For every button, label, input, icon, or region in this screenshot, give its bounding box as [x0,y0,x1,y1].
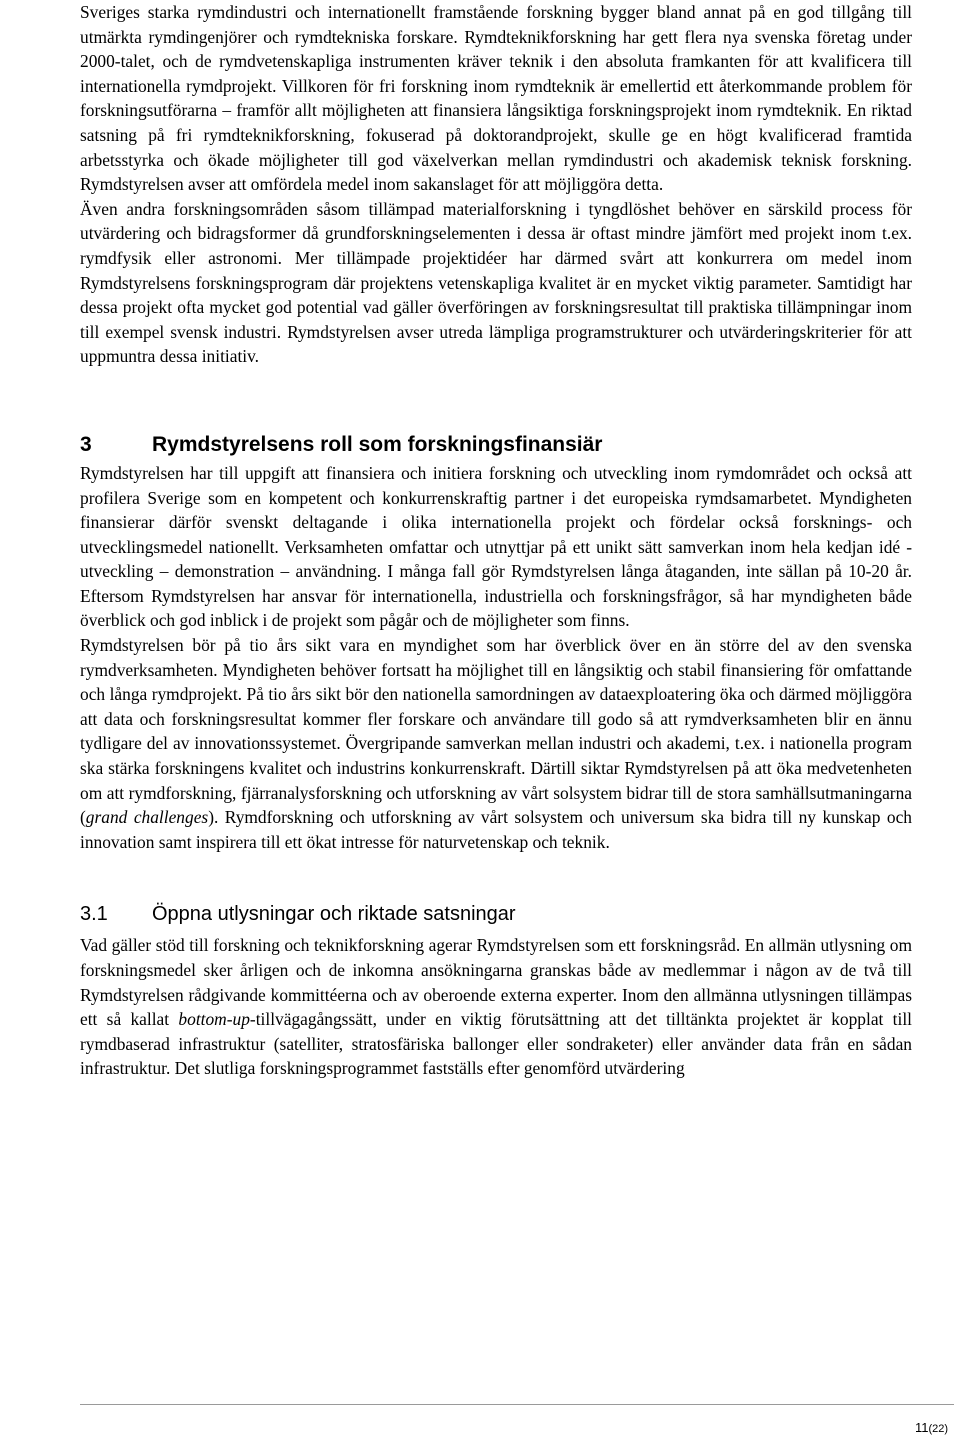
paragraph-text: Rymdstyrelsen bör på tio års sikt vara en myndighet som har överblick över en än större del av den svenska rymdverksamheten. Myndigheten behöver fortsatt ha möjlighet till en långsiktig och stabil finansiering för omfattande och långa rymdprojekt. På tio års sikt bör den nationella samordningen av dataexploatering öka och därmed möjliggöra att data och forskningsresultat kommer fler forskare och användare till godo så att rymdverksamheten blir en ännu tydligare del av innovationssystemet. Övergripande samverkan mellan industri och akademi, t.ex. i nationella program ska stärka forskningens kvalitet och industrins konkurrenskraft. Därtill siktar Rymdstyrelsen på att öka medvetenheten om att rymdforskning, fjärranalysforskning och utforskning av vårt solsystem bidrar till de stora samhällsutmaningarna ( [80,635,912,828]
subsection-number: 3.1 [80,903,108,926]
body-paragraph: Sveriges starka rymdindustri och internationellt framstående forskning bygger bland annat på en god tillgång till utmärkta rymdingenjörer och rymdtekniska forskare. Rymdteknikforskning har gett flera nya svenska företag under 2000-talet, och de rymdvetenskapliga instrumenten kräver teknik i den absoluta framkanten för att kvalificera till internationella rymdprojekt. Villkoren för fri forskning inom rymdteknik är emellertid ett återkommande problem för forskningsutförarna – framför allt möjligheten att finansiera långsiktiga forskningsprojekt inom rymdteknik. En riktad satsning på fri rymdteknikforskning, fokuserad på doktorandprojekt, skulle ge en högt kvalificerad framtida arbetsstyrka och ökade möjligheter till god växelverkan mellan rymdindustri och akademisk teknisk forskning. Rymdstyrelsen avser att omfördela medel inom sakanslaget för att möjliggöra detta. [80,2,912,195]
subsection-title: Öppna utlysningar och riktade satsningar [152,903,516,926]
paragraph-text: ). Rymdforskning och utforskning av vårt solsystem och universum ska bidra till ny kunskap och innovation samt inspirera till ett ökat intresse för naturvetenskap och teknik. [80,807,912,852]
body-paragraph [80,633,912,854]
section-number: 3 [80,432,92,456]
page-current: 11 [914,1420,929,1435]
document-page [80,0,912,1081]
paragraph-text: -tillvägagångssätt, under en viktig förutsättning att det tilltänkta projektet är kopplat till rymdbaserad infrastruktur (satelliter, stratosfäriska ballonger eller sondraketer) eller använder data från en sådan infrastruktur. Det slutliga forskningsprogrammet fastställs efter genomförd utvärdering [80,1009,913,1079]
section-heading [80,432,912,458]
body-paragraph: Även andra forskningsområden såsom tillämpad materialforskning i tyngdlöshet behöver en särskild process för utvärdering och bidragsformer då grundforskningselementen i dessa är oftast mindre jämfört med projekt inom t.ex. rymdfysik eller astronomi. Mer tillämpade projektidéer har därmed svårt att konkurrera om medel inom Rymdstyrelsens forskningsprogram där projektens vetenskapliga kvalitet är en mycket viktig parameter. Samtidigt har dessa projekt ofta mycket god potential vad gäller överföringen av forskningsresultat till praktiska tillämpningar inom till exempel svensk industri. Rymdstyrelsen avser utreda lämpliga programstrukturer och utvärderingskriterier för att uppmuntra dessa initiativ. [80,198,912,367]
page-number [915,1420,948,1437]
italic-term: bottom-up [178,1009,250,1030]
page-total: (22) [928,1423,948,1435]
body-paragraph [80,933,912,1081]
subsection-heading [80,901,912,927]
body-paragraph: Rymdstyrelsen har till uppgift att finansiera och initiera forskning och utveckling inom rymdområdet och också att profilera Sverige som en kompetent och konkurrenskraftig partner i det europeiska rymdsamarbetet. Myndigheten finansierar därför svenskt deltagande i olika internationella projekt och fördelar också forsknings- och utvecklingsmedel nationellt. Verksamheten omfattar och utnyttjar på ett unikt sätt samverkan inom hela kedjan idé - utveckling – demonstration – användning. I många fall gör Rymdstyrelsen långa åtaganden, inte sällan på 10-20 år. Eftersom Rymdstyrelsen har ansvar för internationella, industriella och forskningsfrågor, så har myndigheten både överblick och god inblick i de projekt som pågår och de möjligheter som finns. [80,462,912,631]
section-title: Rymdstyrelsens roll som forskningsfinansiär [152,432,603,456]
paragraph-text: Vad gäller stöd till forskning och teknikforskning agerar Rymdstyrelsen som ett forskningsråd. En allmän utlysning om forskningsmedel sker årligen och de inkomna ansökningarna granskas både av medlemmar i någon av de två till Rymdstyrelsen rådgivande kommittéerna och av oberoende externa experter. Inom den allmänna utlysningen tillämpas ett så kallat [80,935,912,1030]
footer-divider [80,1404,954,1405]
italic-term: grand challenges [85,807,209,828]
